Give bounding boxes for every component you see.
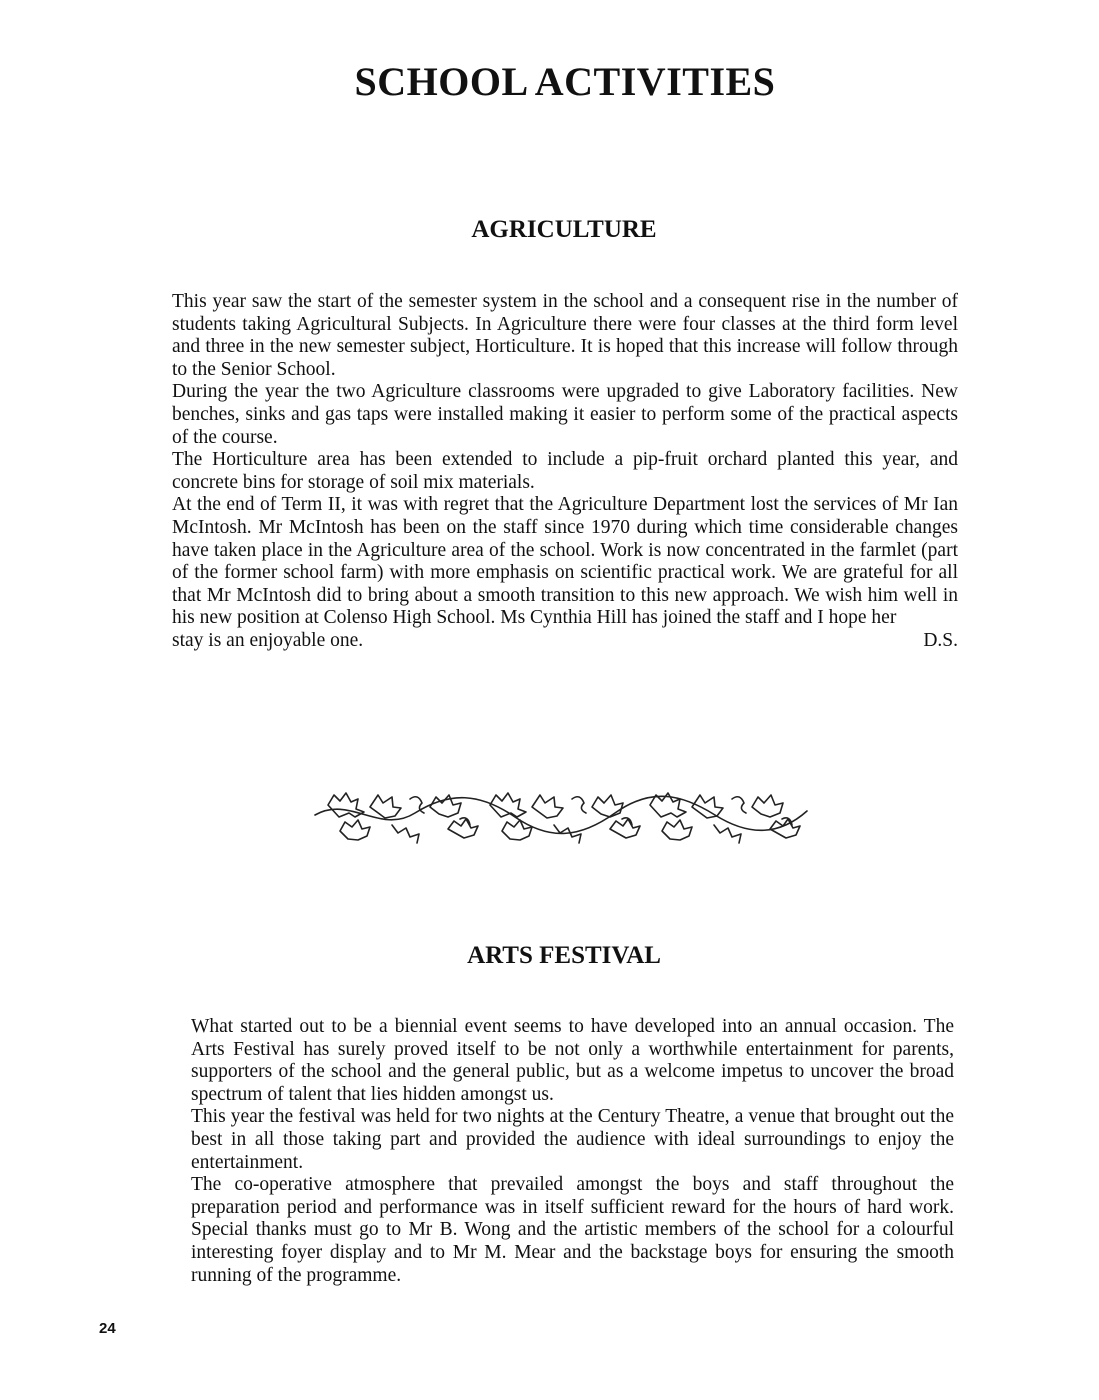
arts-festival-paragraph-1: What started out to be a biennial event seems to have developed into an annual occasion. The Arts Festival has surely proved itself to be not only a worthwhile entertainment for parents, supporters of the school and the general public, but as a welcome impetus to uncover the broad spectrum of talent that lies hidden amongst us. xyxy=(191,1016,954,1105)
author-initials: D.S. xyxy=(923,629,958,651)
agriculture-closing-line xyxy=(172,630,958,653)
agriculture-heading: AGRICULTURE xyxy=(471,216,657,243)
arts-festival-heading: ARTS FESTIVAL xyxy=(467,942,661,969)
arts-festival-paragraph-2: This year the festival was held for two nights at the Century Theatre, a venue that brought out the best in all those taking part and provided the audience with ideal surroundings to enjoy the entertainment. xyxy=(191,1106,954,1173)
page-title: SCHOOL ACTIVITIES xyxy=(354,59,776,104)
agriculture-paragraph-3: The Horticulture area has been extended to include a pip-fruit orchard planted this year, and concrete bins for storage of soil mix materials. xyxy=(172,449,958,493)
arts-festival-paragraph-3: The co-operative atmosphere that prevailed amongst the boys and staff throughout the preparation period and performance was in itself sufficient reward for the hours of hard work. Special thanks must go to Mr B. Wong and the artistic members of the school for a colourful interesting foyer display and to Mr M. Mear and the backstage boys for ensuring the smooth running of the programme. xyxy=(191,1174,954,1286)
page-number: 24 xyxy=(99,1320,116,1337)
vine-leaf-border-ornament xyxy=(310,783,810,847)
arts-festival-article xyxy=(191,1016,954,1287)
agriculture-last-line: stay is an enjoyable one. xyxy=(172,629,364,651)
agriculture-paragraph-4: At the end of Term II, it was with regret that the Agriculture Department lost the services of Mr Ian McIntosh. Mr McIntosh has been on the staff since 1970 during which time considerable changes have taken place in the Agriculture area of the school. Work is now concentrated in the farmlet (part of the former school farm) with more emphasis on scientific practical work. We are grateful for all that Mr McIntosh did to bring about a smooth transition to this new approach. We wish him well in his new position at Colenso High School. Ms Cynthia Hill has joined the staff and I hope her xyxy=(172,494,958,629)
agriculture-article xyxy=(172,291,958,653)
agriculture-paragraph-1: This year saw the start of the semester system in the school and a consequent rise in the number of students taking Agricultural Subjects. In Agriculture there were four classes at the third form level and three in the new semester subject, Horticulture. It is hoped that this increase will follow through to the Senior School. xyxy=(172,291,958,380)
agriculture-paragraph-2: During the year the two Agriculture classrooms were upgraded to give Laboratory facilities. New benches, sinks and gas taps were installed making it easier to perform some of the practical aspects of the course. xyxy=(172,381,958,448)
